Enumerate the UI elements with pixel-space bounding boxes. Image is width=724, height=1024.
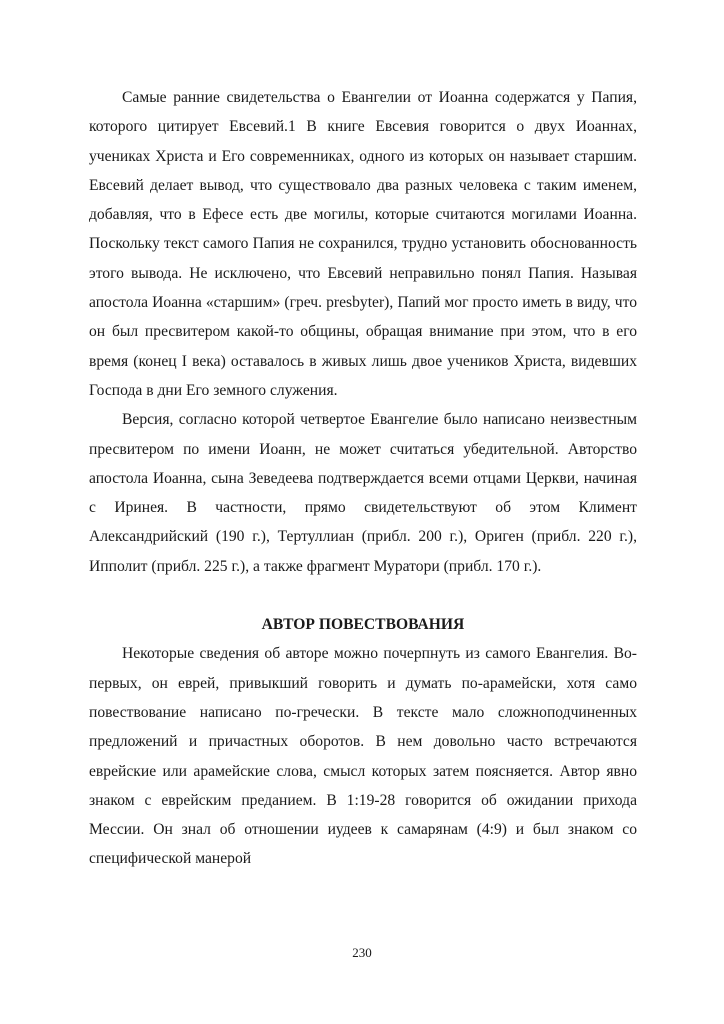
paragraph-authorship-version: Версия, согласно которой четвертое Евангелие было написано неизвестным пресвитером по имени Иоанн, не может считаться убедительной. Авторство апостола Иоанна, сына Зеведеева подтверждается всеми отцами Церкви, начиная с Иринея. В частности, прямо свидетельствуют об этом Климент Александрийский (190 г.), Тертуллиан (прибл. 200 г.), Ориген (прибл. 220 г.), Ипполит (прибл. 225 г.), а также фрагмент Муратори (прибл. 170 г.). xyxy=(89,411,637,575)
paragraph-papias-evidence: Самые ранние свидетельства о Евангелии от Иоанна содержатся у Папия, которого цитирует Евсевий.1 В книге Евсевия говорится о двух Иоаннах, учениках Христа и Его современниках, одного из которых он называет старшим. Евсевий делает вывод, что существовало два разных человека с таким именем, добавляя, что в Ефесе есть две могилы, которые считаются могилами Иоанна. Поскольку текст самого Папия не сохранился, трудно установить обоснованность этого вывода. Не исключено, что Евсевий неправильно понял Папия. Называя апостола Иоанна «старшим» (греч. presbyter), Папий мог просто иметь в виду, что он был пресвитером какой-то общины, обращая внимание при этом, что в его время (конец I века) оставалось в живых лишь двое учеников Христа, видевших Господа в дни Его земного служения. xyxy=(89,89,637,399)
document-page xyxy=(89,83,637,874)
paragraph-author-details: Некоторые сведения об авторе можно почерпнуть из самого Евангелия. Во-первых, он еврей, привыкший говорить и думать по-арамейски, хотя само повествование написано по-гречески. В тексте мало сложноподчиненных предложений и причастных оборотов. В нем довольно часто встречаются еврейские или арамейские слова, смысл которых затем поясняется. Автор явно знаком с еврейским преданием. В 1:19-28 говорится об ожидании прихода Мессии. Он знал об отношении иудеев к самарянам (4:9) и был знаком со специфической манерой xyxy=(89,645,637,868)
page-number: 230 xyxy=(352,945,372,960)
section-heading: АВТОР ПОВЕСТВОВАНИЯ xyxy=(261,616,465,634)
